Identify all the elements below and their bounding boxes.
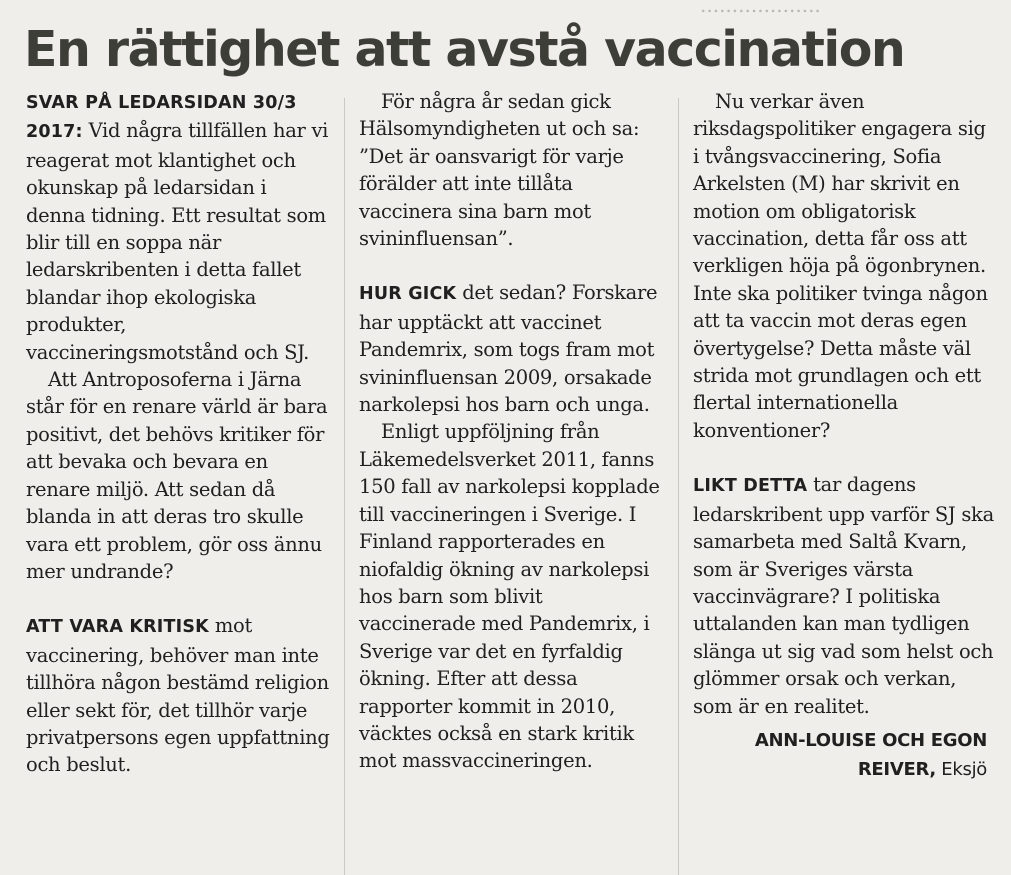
paragraph [693,88,997,444]
paragraph [26,612,330,778]
paragraph [26,366,330,585]
column-divider [678,98,679,875]
paragraph-text: För några år sedan gick Hälsomyndigheten ut och sa: ”Det är oansvarigt för varje förälder att inte tillåta vaccinera sina barn mot svininfluensan”. [359,90,640,251]
paragraph-text: Enligt uppföljning från Läkemedelsverket 2011, fanns 150 fall av narkolepsi kopplade till vaccineringen i Sverige. I Finland rapporterades en niofaldig ökning av narkolepsi hos barn som blivit vaccinerade med Pandemrix, i Sverige var det en fyrfaldig ökning. Efter att dessa rapporter kommit in 2010, väcktes också en stark kritik mot massvaccineringen. [359,420,660,773]
author-signature [693,726,987,784]
paragraph [359,279,663,418]
article-headline: En rättighet att avstå vaccination [24,21,905,78]
article-column-2 [359,88,663,775]
column-divider [344,98,345,875]
bleed-through-text: ................... [700,0,821,17]
article-column-1 [26,88,330,779]
paragraph-kicker: SVAR PÅ LEDARSIDAN 30/3 2017: [26,93,297,143]
paragraph-text: Vid några tillfällen har vi reagerat mot klantighet och okunskap på ledarsidan i denna tidning. Ett resultat som blir till en soppa när ledarskribenten i detta fallet blandar ihop ekologiska produkter, vaccineringsmotstånd och SJ. [26,119,329,364]
paragraph-text: Nu verkar även riksdagspolitiker engagera sig i tvångsvaccinering, Sofia Arkelsten (M) har skrivit en motion om obligatorisk vaccination, detta får oss att verkligen höja på ögonbrynen. Inte ska politiker tvinga någon att ta vaccin mot deras egen övertygelse? Detta måste väl strida mot grundlagen och ett flertal internationella konventioner? [693,90,988,442]
paragraph-kicker: HUR GICK [359,284,457,305]
signature-line: ANN-LOUISE OCH EGON [754,729,987,751]
paragraph-text: mot vaccinering, behöver man inte tillhöra någon bestämd religion eller sekt för, det tillhör varje privatpersons egen uppfattning och beslut. [26,614,330,777]
paragraph-text: det sedan? Forskare har upptäckt att vaccinet Pandemrix, som togs fram mot svininfluensan 2009, orsakade narkolepsi hos barn och unga. [359,281,658,417]
paragraph-kicker: ATT VARA KRITISK [26,617,209,638]
article-column-3 [693,88,997,784]
paragraph-kicker: LIKT DETTA [693,476,808,497]
paragraph-text: tar dagens ledarskribent upp varför SJ ska samarbeta med Saltå Kvarn, som är Sveriges värsta vaccinvägrare? I politiska uttalanden kan man tydligen slänga ut sig vad som helst och glömmer orsak och verkan, som är en realitet. [693,473,994,718]
signature-name: REIVER, [857,758,936,780]
paragraph [26,88,330,366]
paragraph-text: Att Antroposoferna i Järna står för en renare värld är bara positivt, det behövs kritiker för att bevaka och bevara en renare miljö. Att sedan då blanda in att deras tro skulle vara ett problem, gör oss ännu mer undrande? [26,368,328,583]
paragraph [359,88,663,252]
paragraph [693,471,997,720]
signature-town: Eksjö [935,758,987,780]
paragraph [359,418,663,774]
